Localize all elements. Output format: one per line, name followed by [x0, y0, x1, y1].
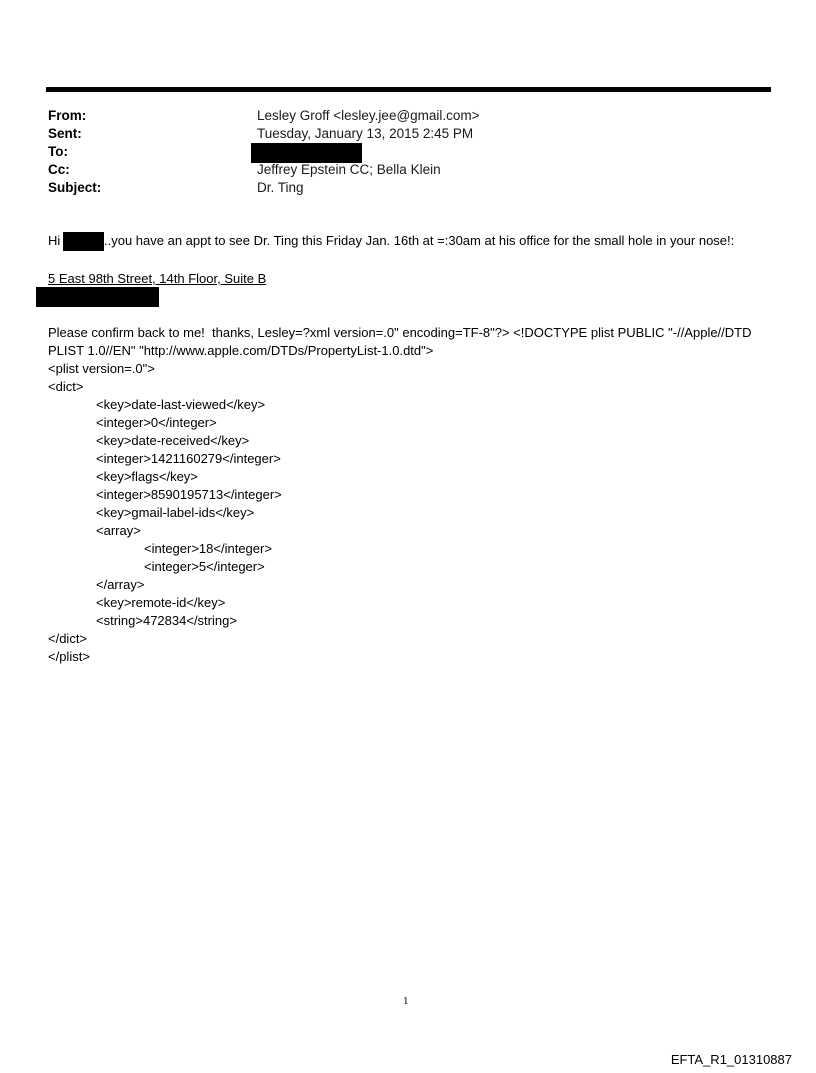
xml-line: <key>remote-id</key>: [96, 595, 226, 610]
header-rule: [46, 87, 771, 92]
xml-line: </array>: [96, 577, 145, 592]
xml-line: <key>flags</key>: [96, 469, 198, 484]
from-label: From:: [48, 108, 87, 123]
xml-line: <key>gmail-label-ids</key>: [96, 505, 255, 520]
subject-value: Dr. Ting: [257, 180, 304, 195]
name-redaction: [63, 232, 104, 251]
appointment-line: ..you have an appt to see Dr. Ting this Friday Jan. 16th at =:30am at his office for the small hole in your nose!:: [104, 233, 735, 248]
confirm-line-2: PLIST 1.0//EN" "http://www.apple.com/DTDs/PropertyList-1.0.dtd">: [48, 343, 434, 358]
cc-value: Jeffrey Epstein CC; Bella Klein: [257, 162, 441, 177]
xml-line: <integer>0</integer>: [96, 415, 217, 430]
document-id: EFTA_R1_01310887: [670, 1052, 792, 1067]
xml-line: <array>: [96, 523, 141, 538]
xml-line: <string>472834</string>: [96, 613, 237, 628]
xml-line: <dict>: [48, 379, 84, 394]
xml-line: </plist>: [48, 649, 90, 664]
to-label: To:: [48, 144, 68, 159]
xml-line: <plist version=.0">: [48, 361, 155, 376]
confirm-line-1: Please confirm back to me! thanks, Lesley=?xml version=.0" encoding=TF-8"?> <!DOCTYPE plist PUBLIC "-//Apple//DTD: [48, 325, 752, 340]
sent-label: Sent:: [48, 126, 82, 141]
to-redaction: [251, 143, 362, 163]
cc-label: Cc:: [48, 162, 70, 177]
xml-line: <integer>8590195713</integer>: [96, 487, 282, 502]
from-value: Lesley Groff <lesley.jee@gmail.com>: [257, 108, 480, 123]
sent-value: Tuesday, January 13, 2015 2:45 PM: [257, 126, 474, 141]
xml-line: <integer>1421160279</integer>: [96, 451, 281, 466]
page-number: 1: [403, 995, 409, 1007]
xml-line: <integer>5</integer>: [144, 559, 265, 574]
address-line: 5 East 98th Street, 14th Floor, Suite B: [48, 271, 267, 286]
subject-label: Subject:: [48, 180, 102, 195]
greeting: Hi: [48, 233, 61, 248]
xml-line: <key>date-received</key>: [96, 433, 250, 448]
xml-line: <integer>18</integer>: [144, 541, 272, 556]
xml-line: <key>date-last-viewed</key>: [96, 397, 266, 412]
address-redaction: [36, 287, 159, 307]
xml-line: </dict>: [48, 631, 88, 646]
